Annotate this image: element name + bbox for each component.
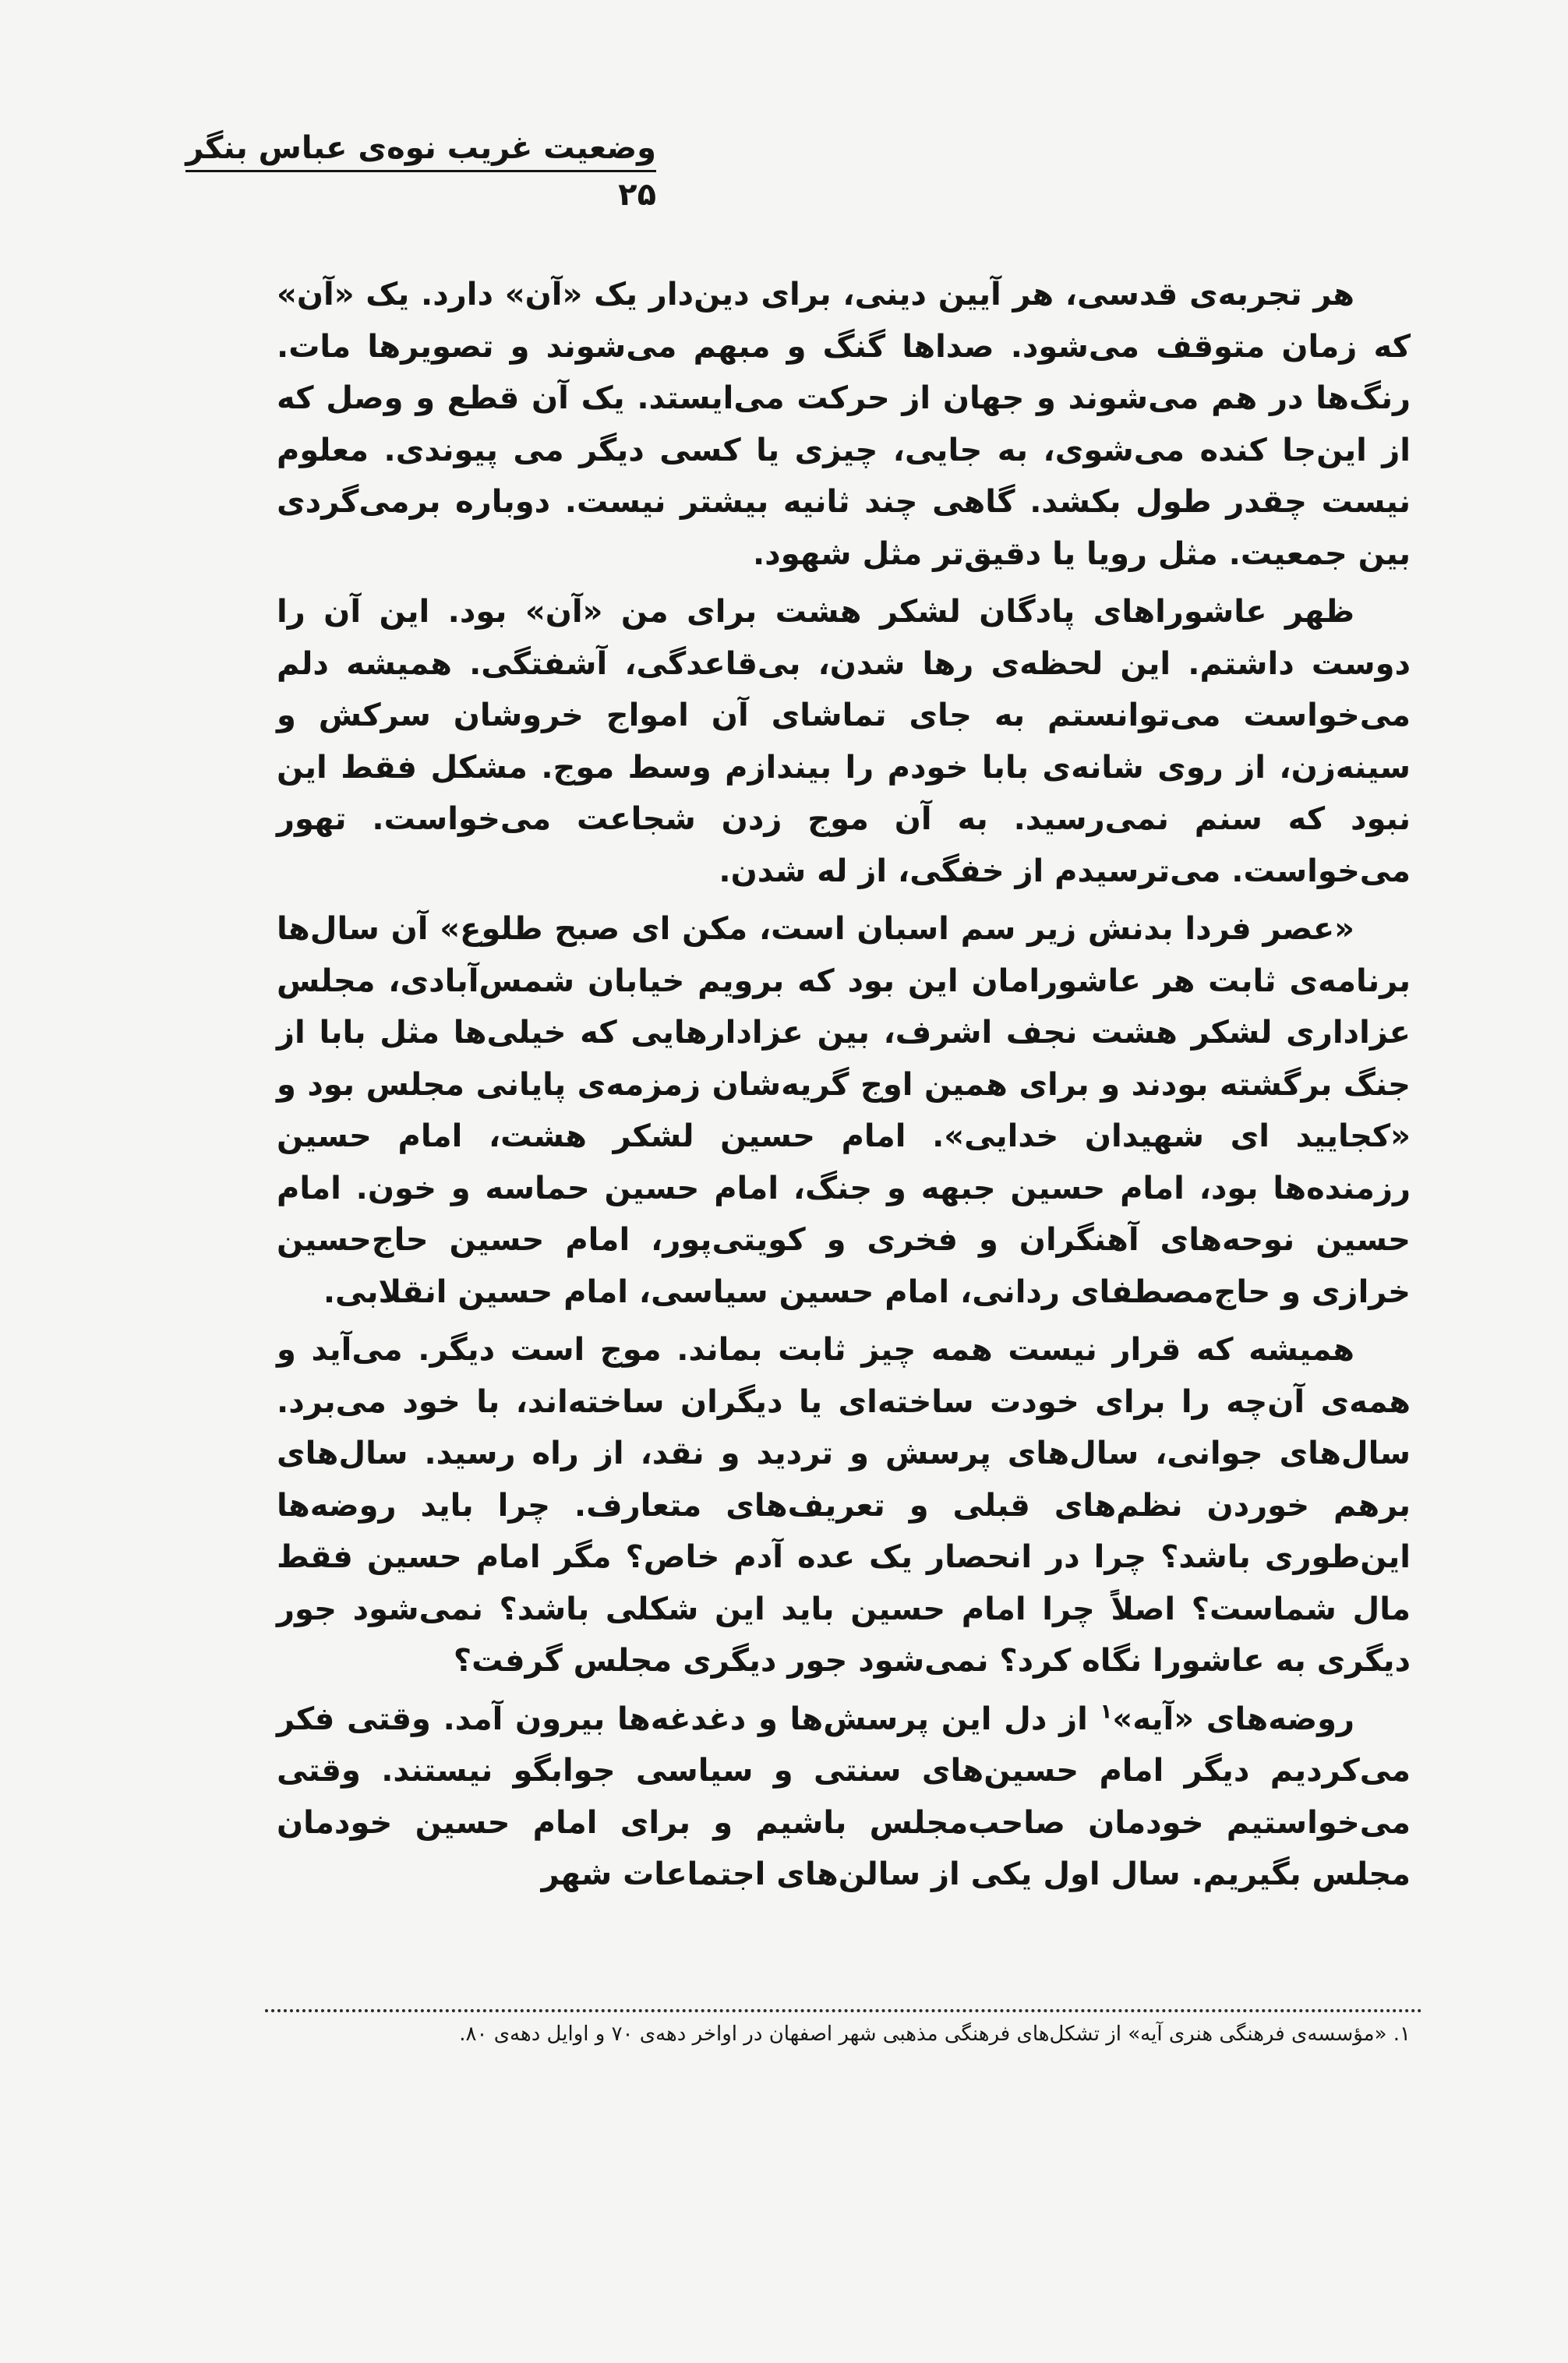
- paragraph-with-footnote: [277, 1694, 1411, 1901]
- paragraph: هر تجربه‌ی قدسی، هر آیین دینی، برای دین‌دار یک «آن» دارد. یک «آن» که زمان متوقف می‌شود. صداها گنگ و مبهم می‌شوند و تصویرها مات. رنگ‌ها در هم می‌شوند و جهان از حرکت می‌ایستد. یک آن قطع و وصل که از این‌جا کنده می‌شوی، به جایی، چیزی یا کسی دیگر می پیوندی. معلوم نیست چقدر طول بکشد. گاهی چند ثانیه بیشتر نیست. دوباره برمی‌گردی بین جمعیت. مثل رویا یا دقیق‌تر مثل شهود.: [277, 277, 1411, 572]
- page-header: [185, 131, 656, 213]
- paragraph: همیشه که قرار نیست همه چیز ثابت بماند. موج است دیگر. می‌آید و همه‌ی آن‌چه را برای خودت ساخته‌ای یا دیگران ساخته‌اند، با خود می‌برد. سال‌های جوانی، سال‌های پرسش و تردید و نقد، از راه رسید. سال‌های برهم خوردن نظم‌های قبلی و تعریف‌های متعارف. چرا باید روضه‌ها این‌طوری باشد؟ چرا در انحصار یک عده آدم خاص؟ مگر امام حسین فقط مال شماست؟ اصلاً چرا امام حسین باید این شکلی باشد؟ نمی‌شود جور دیگری به عاشورا نگاه کرد؟ نمی‌شود جور دیگری مجلس گرفت؟: [277, 1332, 1411, 1679]
- body-text: [277, 269, 1411, 1907]
- running-head: وضعیت غریب نوه‌ی عباس بنگر: [185, 131, 656, 172]
- footnote-reference: ۱: [1100, 1700, 1113, 1724]
- paragraph: ظهر عاشوراهای پادگان لشکر هشت برای من «آن» بود. این آن را دوست داشتم. این لحظه‌ی رها شدن، بی‌قاعدگی، آشفتگی. همیشه دلم می‌خواست می‌توانستم به جای تماشای آن امواج خروشان سرکش و سینه‌زن، از روی شانه‌ی بابا خودم را بیندازم وسط موج. مشکل فقط این نبود که سنم نمی‌رسید. به آن موج زدن شجاعت می‌خواست. تهور می‌خواست. می‌ترسیدم از خفگی، از له شدن.: [277, 594, 1411, 889]
- footnote-divider: [265, 2009, 1422, 2012]
- page-number: ۲۵: [618, 177, 656, 213]
- paragraph-rest: از دل این پرسش‌ها و دغدغه‌ها بیرون آمد. وقتی فکر می‌کردیم دیگر امام حسین‌های سنتی و سیاسی جوابگو نیستند. وقتی می‌خواستیم خودمان صاحب‌مجلس باشیم و برای امام حسین خودمان مجلس بگیریم. سال اول یکی از سالن‌های اجتماعات شهر: [277, 1701, 1411, 1892]
- footnote: ۱. «مؤسسه‌ی فرهنگی هنری آیه» از تشکل‌های فرهنگی مذهبی شهر اصفهان در اواخر دهه‌ی ۷۰ و اوایل دهه‌ی ۸۰.: [459, 2022, 1411, 2046]
- paragraph: «عصر فردا بدنش زیر سم اسبان است، مکن ای صبح طلوع» آن سال‌ها برنامه‌ی ثابت هر عاشورامان این بود که برویم خیابان شمس‌آبادی، مجلس عزاداری لشکر هشت نجف اشرف، بین عزادارهایی که خیلی‌ها مثل بابا از جنگ برگشته بودند و برای همین اوج گریه‌شان زمزمه‌ی پایانی مجلس بود و «کجایید ای شهیدان خدایی». امام حسین لشکر هشت، امام حسین رزمنده‌ها بود، امام حسین جبهه و جنگ، امام حسین حماسه و خون. امام حسین نوحه‌های آهنگران و فخری و کویتی‌پور، امام حسین حاج‌حسین خرازی و حاج‌مصطفای ردانی، امام حسین سیاسی، امام حسین انقلابی.: [277, 911, 1411, 1310]
- paragraph-start: روضه‌های «آیه»: [1112, 1701, 1354, 1737]
